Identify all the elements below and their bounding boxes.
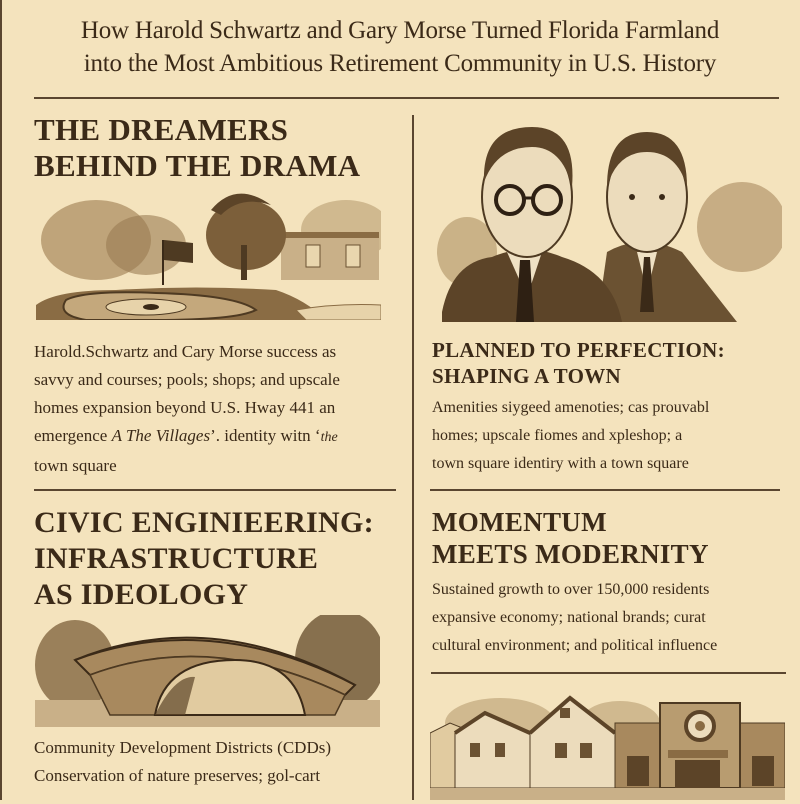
section-body-dreamers	[34, 338, 404, 480]
section-body-civic	[34, 734, 414, 790]
body-line: savvy and courses; pools; shops; and upscale	[34, 370, 340, 389]
body-line: homes expansion beyond U.S. Hway 441 an	[34, 398, 336, 417]
body-line: Conservation of nature preserves; gol-cart	[34, 766, 321, 785]
heading-line: SHAPING A TOWN	[432, 364, 621, 388]
body-line: Amenities siygeed amenoties; cas prouvabl	[432, 399, 710, 416]
body-line: cultural environment; and political influence	[432, 637, 718, 654]
body-line: town square identiry with a town square	[432, 455, 689, 472]
page-title	[0, 14, 800, 80]
text-span: emergence	[34, 426, 112, 445]
text-span: ’. identity witn ‘	[210, 426, 321, 445]
section-heading-planned	[432, 337, 725, 389]
heading-line: INFRASTRUCTURE	[34, 542, 319, 575]
heading-line: PLANNED TO PERFECTION:	[432, 338, 725, 362]
right-section-divider	[430, 489, 780, 491]
column-divider	[412, 115, 414, 800]
storefronts-illustration	[430, 688, 785, 800]
heading-line: MOMENTUM	[432, 507, 607, 537]
body-line: Sustained growth to over 150,000 residents	[432, 581, 710, 598]
golf-course-illustration	[36, 185, 381, 320]
title-line-2: into the Most Ambitious Retirement Community in U.S. History	[83, 50, 717, 77]
title-divider	[34, 97, 779, 99]
arched-bridge-illustration	[35, 615, 380, 727]
founders-portrait-illustration	[432, 112, 782, 322]
body-line: homes; upscale fiomes and xpleshop; a	[432, 427, 683, 444]
section-body-planned	[432, 394, 792, 478]
heading-line: BEHIND THE DRAMA	[34, 148, 361, 183]
italic-text: A The Villages	[111, 426, 211, 445]
body-line: town square	[34, 456, 117, 475]
body-line	[34, 422, 404, 452]
body-line: Community Development Districts (CDDs)	[34, 738, 332, 757]
section-heading-momentum	[432, 506, 709, 570]
section-heading-civic	[34, 505, 374, 613]
section-body-momentum	[432, 576, 797, 660]
heading-line: CIVIC ENGINIEERING:	[34, 506, 374, 539]
title-line-1: How Harold Schwartz and Gary Morse Turned Florida Farmland	[80, 17, 720, 44]
section-heading-dreamers	[34, 112, 360, 184]
page-border	[0, 0, 2, 800]
heading-line: THE DREAMERS	[34, 112, 289, 147]
body-line: expansive economy; national brands; curat	[432, 609, 706, 626]
right-bottom-divider	[431, 672, 786, 674]
heading-line: AS IDEOLOGY	[34, 578, 249, 611]
body-line: Harold.Schwartz and Cary Morse success as	[34, 342, 337, 361]
heading-line: MEETS MODERNITY	[432, 539, 709, 569]
italic-text: the	[320, 430, 338, 445]
left-section-divider	[34, 489, 396, 491]
